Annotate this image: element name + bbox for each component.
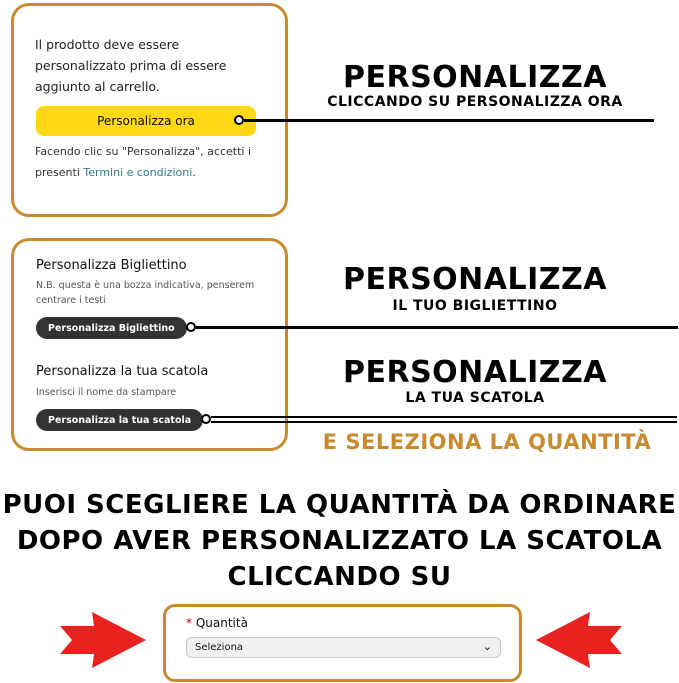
box-section-note: Inserisci il nome da stampare — [36, 387, 177, 398]
personalize-required-text: Il prodotto deve essere personalizzato prima di essere aggiunto al carrello. — [35, 37, 227, 94]
quantity-label — [186, 616, 248, 630]
box-section-title: Personalizza la tua scatola — [36, 364, 209, 379]
callout-3-title: PERSONALIZZA — [342, 355, 608, 390]
personalize-now-button[interactable]: Personalizza ora — [36, 106, 256, 136]
pointer-line-3b — [211, 421, 677, 423]
chevron-down-icon: ⌄ — [482, 640, 492, 653]
arrow-right-icon — [54, 604, 152, 676]
pointer-line-3a — [211, 416, 677, 418]
callout-2-subtitle: IL TUO BIGLIETTINO — [392, 298, 558, 314]
callout-3-quantity: E SELEZIONA LA QUANTITÀ — [322, 430, 652, 454]
callout-1-title: PERSONALIZZA — [342, 60, 608, 95]
personalize-card-button[interactable]: Personalizza Bigliettino — [36, 317, 187, 339]
pointer-dot-1 — [234, 115, 244, 125]
bottom-line-1: PUOI SCEGLIERE LA QUANTITÀ DA ORDINARE — [2, 490, 677, 520]
personalize-box-button[interactable]: Personalizza la tua scatola — [36, 409, 203, 431]
pointer-line-1 — [244, 119, 654, 122]
pointer-dot-2 — [186, 322, 196, 332]
quantity-label-text: Quantità — [195, 616, 248, 630]
callout-1-subtitle: CLICCANDO SU PERSONALIZZA ORA — [327, 94, 623, 110]
callout-3-subtitle: LA TUA SCATOLA — [405, 390, 545, 406]
terms-link[interactable]: Termini e condizioni — [83, 166, 193, 179]
arrow-left-icon — [530, 604, 628, 676]
bottom-line-2: DOPO AVER PERSONALIZZATO LA SCATOLA — [16, 526, 663, 556]
pointer-dot-3 — [201, 414, 211, 424]
quantity-select[interactable] — [186, 637, 501, 658]
bottom-line-3: CLICCANDO SU — [227, 562, 452, 592]
terms-notice-text: Facendo clic su "Personalizza", accetti i presenti — [35, 145, 252, 179]
card-section-title: Personalizza Bigliettino — [36, 258, 187, 273]
quantity-selected-value: Seleziona — [195, 642, 244, 653]
callout-2-title: PERSONALIZZA — [342, 262, 608, 297]
required-star: * — [186, 616, 192, 630]
terms-notice — [35, 141, 265, 183]
card-section-note: N.B. questa è una bozza indicativa, penserem centrare i testi — [36, 280, 255, 306]
pointer-line-2 — [196, 326, 678, 329]
terms-notice-end: . — [192, 166, 196, 179]
